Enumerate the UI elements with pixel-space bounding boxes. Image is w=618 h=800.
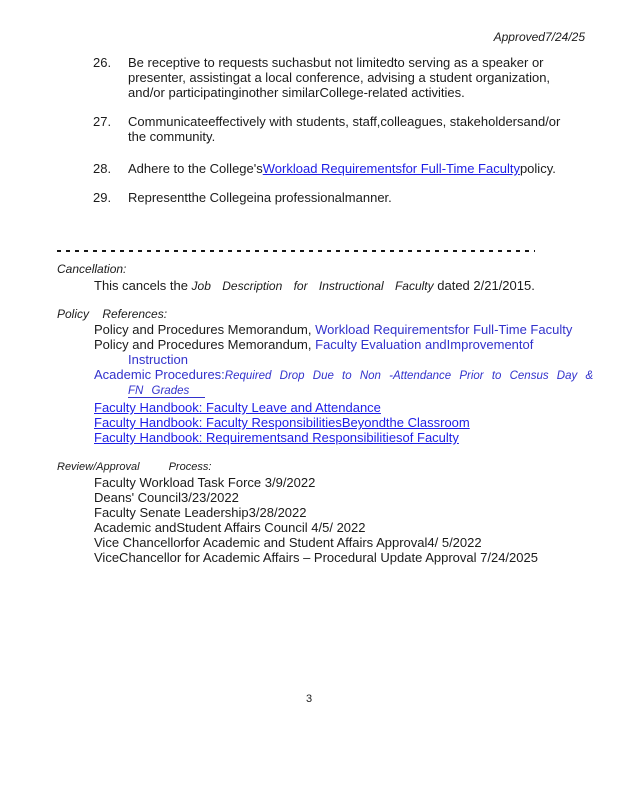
academic-procedures-link[interactable]: Academic Procedures: <box>94 367 225 382</box>
ppm-prefix: Policy and Procedures Memorandum, <box>94 322 312 337</box>
ppm-workload-link[interactable]: Workload Requirementsfor Full-Time Faculty <box>315 322 573 337</box>
handbook-link-beyond-classroom-line <box>94 415 470 430</box>
handbook-link-requirements-line <box>94 430 459 445</box>
item-text-line: Communicateeffectively with students, staff,colleagues, stakeholdersand/or <box>128 114 561 129</box>
review-line-vice-chancellor-approval: Vice Chancellorfor Academic and Student Affairs Approval4/ 5/2022 <box>94 535 482 550</box>
item-number: 26. <box>93 55 112 70</box>
review-line-senate-leadership: Faculty Senate Leadership3/28/2022 <box>94 505 307 520</box>
review-approval-heading: Review/Approval Process: <box>57 461 212 473</box>
fn-grades-continuation <box>128 382 205 399</box>
item-number: 29. <box>93 190 112 205</box>
item-text: policy. <box>519 161 556 176</box>
ppm-prefix: Policy and Procedures Memorandum, <box>94 337 312 352</box>
ppm-evaluation-continuation <box>128 352 188 367</box>
item-text: Adhere to the College's <box>128 161 263 176</box>
separator-dashed-line <box>57 250 535 252</box>
ppm-evaluation-link-continuation[interactable]: Instruction <box>128 352 188 367</box>
item-text-line: Be receptive to requests suchasbut not limitedto serving as a speaker or <box>128 55 544 70</box>
ppm-evaluation-line <box>94 337 533 352</box>
handbook-link-beyond-classroom[interactable]: Faculty Handbook: Faculty ResponsibilitiesBeyondthe Classroom <box>94 415 470 430</box>
page-number: 3 <box>305 693 313 705</box>
academic-procedures-title: Required Drop Due to Non -Attendance Prior to Census Day & <box>224 370 594 382</box>
list-item-27 <box>93 114 560 144</box>
cancellation-text <box>94 278 535 294</box>
handbook-link-leave-line <box>94 400 381 415</box>
fn-grades-link[interactable]: FN Grades <box>128 385 205 398</box>
item-text-line: presenter, assistingat a local conference, advising a student organization, <box>128 70 551 85</box>
handbook-link-requirements[interactable]: Faculty Handbook: Requirementsand Responsibilitiesof Faculty <box>94 430 459 445</box>
item-text-line: Representthe Collegeina professionalmanner. <box>128 190 392 205</box>
item-number: 27. <box>93 114 112 129</box>
policy-references-heading: Policy References: <box>57 307 168 321</box>
item-number: 28. <box>93 161 112 176</box>
list-item-28 <box>93 161 556 176</box>
handbook-link-leave[interactable]: Faculty Handbook: Faculty Leave and Attendance <box>94 400 381 415</box>
workload-policy-link[interactable]: Workload Requirementsfor Full-Time Faculty <box>262 161 520 176</box>
review-line-procedural-update: ViceChancellor for Academic Affairs – Procedural Update Approval 7/24/2025 <box>94 550 538 565</box>
review-line-academic-student-affairs: Academic andStudent Affairs Council 4/5/ 2022 <box>94 520 366 535</box>
ppm-workload-line <box>94 322 572 337</box>
cancellation-text-after: dated 2/21/2015. <box>433 278 535 293</box>
review-line-deans-council: Deans' Council3/23/2022 <box>94 490 239 505</box>
list-item-29 <box>93 190 392 205</box>
item-text-line: the community. <box>128 129 216 144</box>
review-line-task-force: Faculty Workload Task Force 3/9/2022 <box>94 475 316 490</box>
approved-date: Approved7/24/25 <box>493 30 585 44</box>
cancellation-text-before: This cancels the <box>94 278 192 293</box>
item-text-line: and/or participatinginother similarCollege-related activities. <box>128 85 465 100</box>
list-item-26 <box>93 55 550 100</box>
cancellation-heading: Cancellation: <box>57 262 127 276</box>
ppm-evaluation-link[interactable]: Faculty Evaluation andImprovementof <box>315 337 534 352</box>
cancelled-document-title: Job Description for Instructional Faculty <box>191 279 434 293</box>
